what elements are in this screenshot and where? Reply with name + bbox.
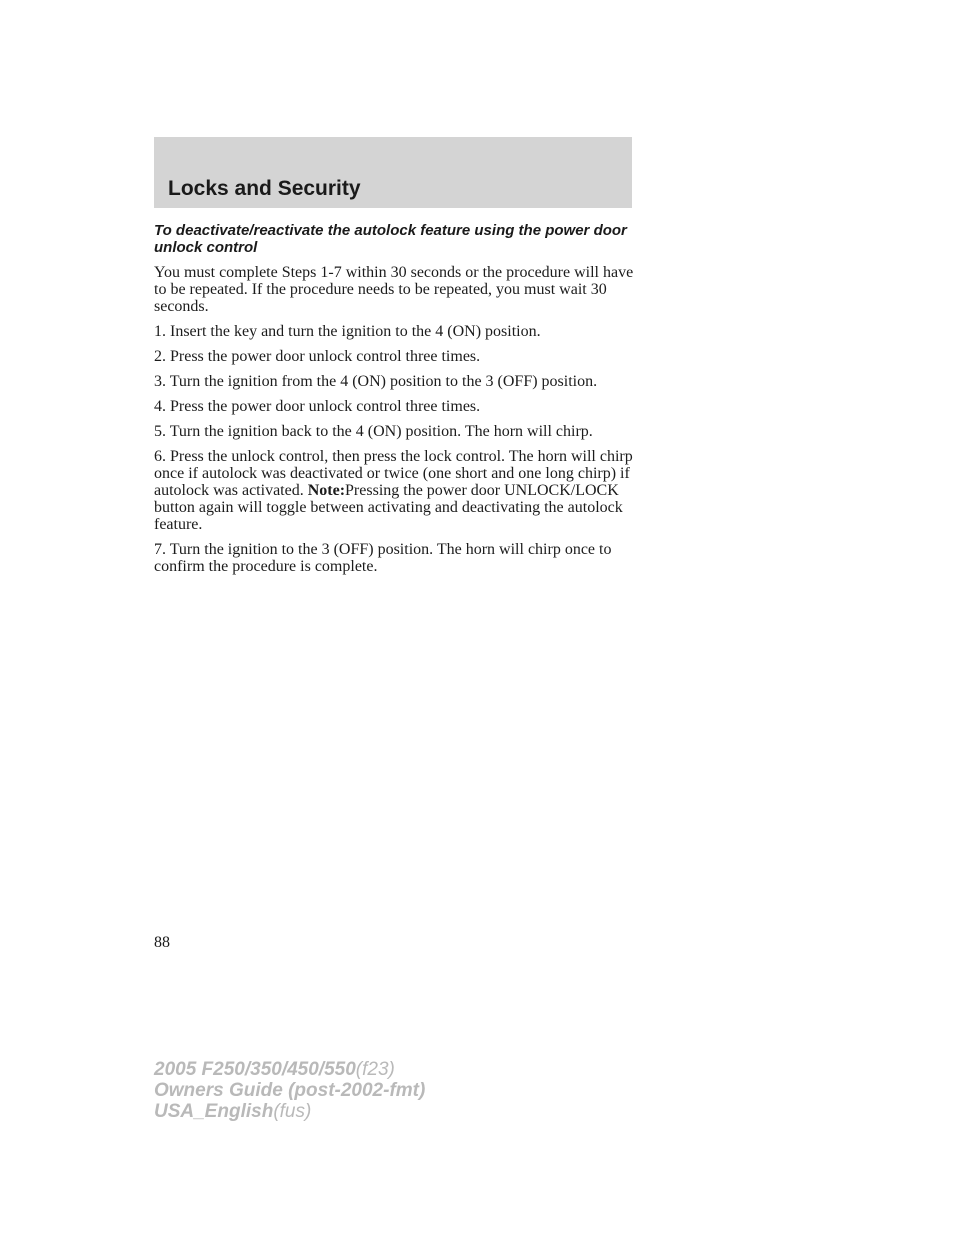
footer-language: USA_English [154,1101,274,1122]
step-6 [154,448,638,533]
footer-guide: Owners Guide (post-2002-fmt) [154,1080,426,1101]
footer-model-code: (f23) [355,1059,395,1080]
note-label: Note: [307,482,346,499]
footer-language-line [154,1101,425,1122]
footer-guide-line [154,1080,425,1101]
step-1: 1. Insert the key and turn the ignition to the 4 (ON) position. [154,323,541,340]
footer-language-code: (fus) [273,1101,312,1122]
page-content [154,222,638,583]
intro-paragraph: You must complete Steps 1-7 within 30 seconds or the procedure will have to be repeated. If the procedure needs to be repeated, you must wait 30 seconds. [154,264,634,315]
section-header [154,137,632,208]
step-6-text: 6. Press the unlock control, then press the lock control. The horn will chirp once if autolock was deactivated or twice (one short and one long chirp) if autolock was activated. [154,448,633,499]
note-text: Pressing the power door UNLOCK/LOCK button again will toggle between activating and deactivating the autolock feature. [154,482,623,533]
step-4: 4. Press the power door unlock control three times. [154,398,481,415]
step-2: 2. Press the power door unlock control three times. [154,348,481,365]
procedure-heading: To deactivate/reactivate the autolock feature using the power door unlock control [154,222,627,256]
step-7: 7. Turn the ignition to the 3 (OFF) position. The horn will chirp once to confirm the procedure is complete. [154,541,612,575]
page-number: 88 [154,934,170,951]
step-3: 3. Turn the ignition from the 4 (ON) position to the 3 (OFF) position. [154,373,598,390]
step-5: 5. Turn the ignition back to the 4 (ON) position. The horn will chirp. [154,423,593,440]
document-footer [154,1059,425,1122]
section-title: Locks and Security [168,177,361,200]
footer-model: 2005 F250/350/450/550 [154,1059,356,1080]
footer-model-line [154,1059,425,1080]
